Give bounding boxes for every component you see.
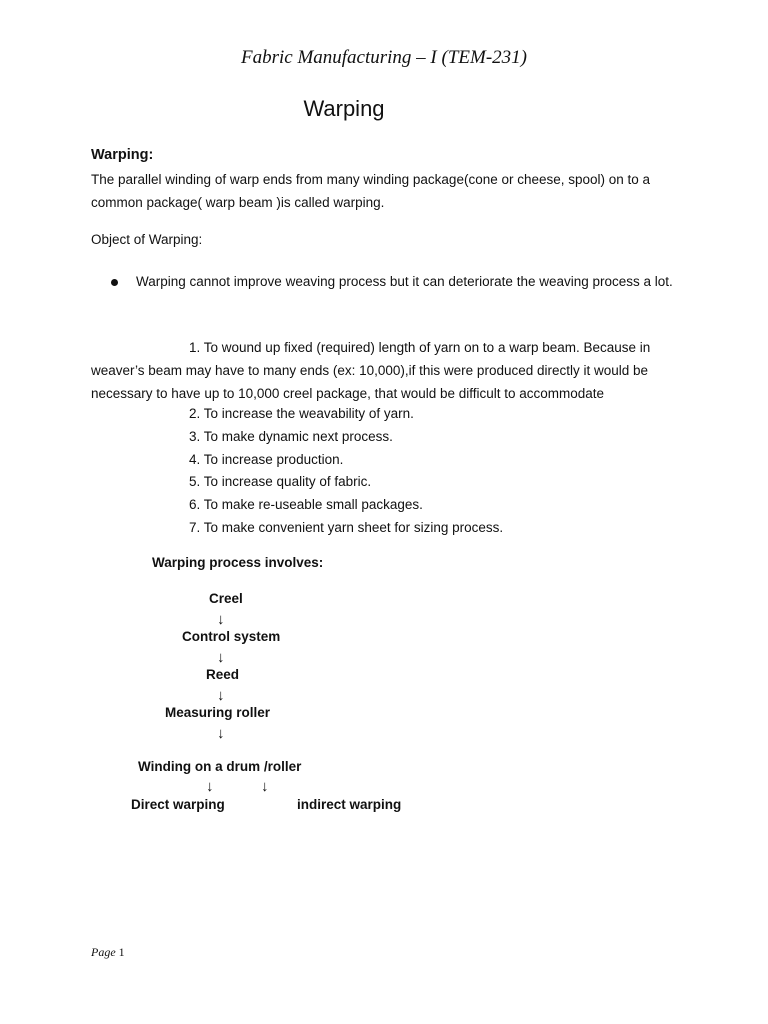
list-item: 4. To increase production. — [189, 451, 344, 467]
definition-paragraph: The parallel winding of warp ends from many winding package(cone or cheese, spool) on to a common package( warp beam )is called warping. — [91, 172, 651, 210]
flow-step-creel: Creel — [209, 591, 243, 606]
list-item: 7. To make convenient yarn sheet for sizing process. — [189, 519, 504, 535]
down-arrow-icon: ↓ — [261, 778, 269, 795]
list-item: 2. To increase the weavability of yarn. — [189, 406, 414, 421]
page-footer — [91, 945, 125, 960]
down-arrow-icon: ↓ — [217, 725, 225, 742]
flow-heading: Warping process involves: — [152, 555, 324, 570]
bullet-dot-icon — [111, 279, 118, 286]
flow-step-winding: Winding on a drum /roller — [138, 759, 302, 774]
flow-step-indirect-warping: indirect warping — [297, 797, 402, 812]
objects-label: Object of Warping: — [91, 232, 203, 247]
page-title: Warping — [303, 96, 385, 121]
list-item: 5. To increase quality of fabric. — [189, 474, 372, 490]
flow-step-control-system: Control system — [182, 629, 281, 644]
down-arrow-icon: ↓ — [217, 611, 225, 628]
flow-step-reed: Reed — [206, 667, 240, 682]
list-item: 3. To make dynamic next process. — [189, 428, 393, 444]
page-number: 1 — [118, 945, 125, 959]
object-points-list — [189, 403, 503, 540]
object-point-1-continuation: weaver’s beam may have to many ends (ex: 10,000),if this were produced directly it would be necessary to have up to 10,000 creel package, that would be difficult to accommodate — [91, 363, 649, 401]
down-arrow-icon: ↓ — [206, 778, 214, 795]
object-point-1 — [91, 336, 681, 405]
list-item: 6. To make re-useable small packages. — [189, 497, 423, 513]
page-label: Page — [91, 945, 116, 959]
bullet-text: Warping cannot improve weaving process but it can deteriorate the weaving process a lot. — [136, 274, 673, 289]
flow-step-direct-warping: Direct warping — [131, 797, 225, 812]
object-point-1-first-line: 1. To wound up fixed (required) length of yarn on to a warp beam. Because in — [189, 340, 651, 355]
page-header: Fabric Manufacturing – I (TEM-231) — [240, 47, 527, 68]
section-heading: Warping: — [91, 147, 154, 163]
down-arrow-icon: ↓ — [217, 649, 225, 666]
down-arrow-icon: ↓ — [217, 687, 225, 704]
bullet-item — [111, 270, 681, 294]
flow-step-measuring-roller: Measuring roller — [165, 705, 271, 720]
